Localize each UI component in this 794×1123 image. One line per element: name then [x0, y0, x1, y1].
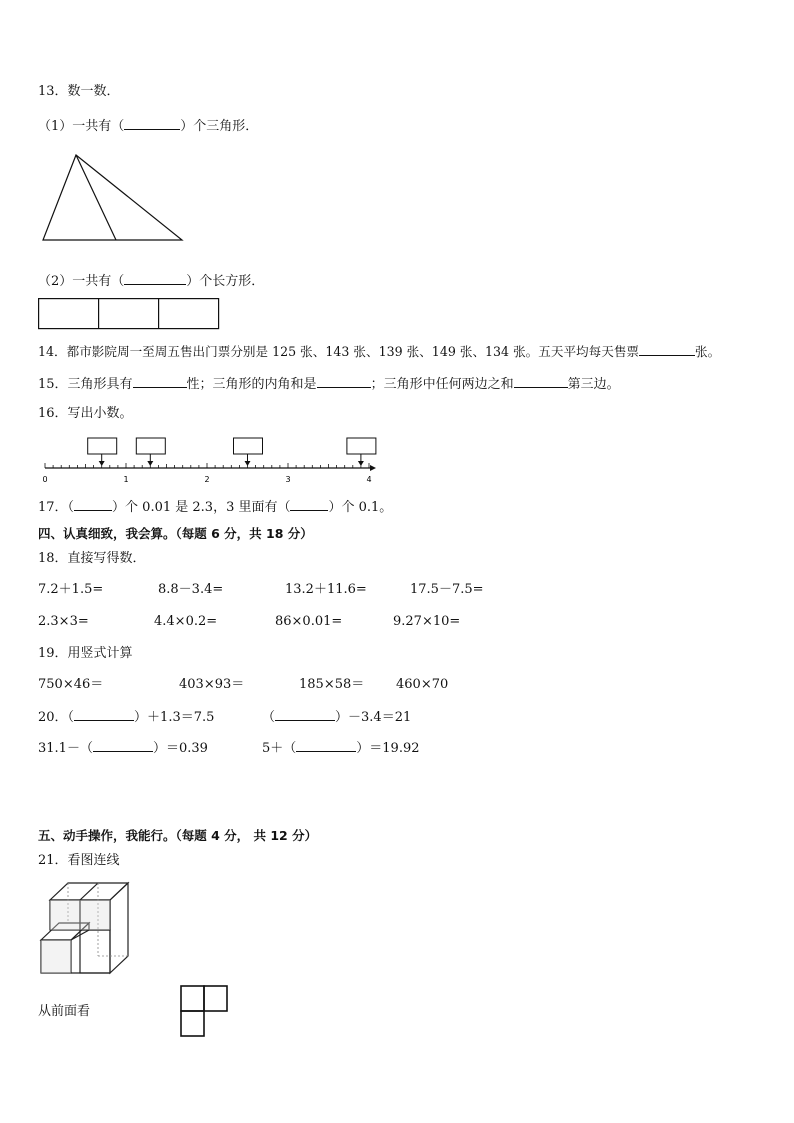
- answer-blank[interactable]: [275, 708, 335, 721]
- q18-item: 4.4×0.2=: [154, 614, 218, 629]
- q19-item: 460×70: [396, 677, 449, 692]
- answer-blank[interactable]: [124, 272, 186, 285]
- q18-item: 86×0.01=: [275, 614, 343, 629]
- section-5-heading: 五、动手操作，我能行。（每题 4 分， 共 12 分）: [38, 828, 318, 843]
- q15: 15．三角形具有 性；三角形的内角和是 ；三角形中任何两边之和 第三边。: [38, 377, 620, 392]
- front-view-label: 从前面看: [38, 1004, 91, 1019]
- answer-blank[interactable]: [317, 375, 371, 388]
- q20-item-c: 31.1－（ ）＝0.39: [38, 741, 208, 756]
- q19-item: 403×93＝: [179, 677, 245, 692]
- number-line-answer-box[interactable]: [88, 438, 117, 466]
- q18-item: 17.5－7.5=: [410, 582, 484, 597]
- answer-blank[interactable]: [74, 708, 134, 721]
- q18-item: 8.8－3.4=: [158, 582, 224, 597]
- number-line-label: 3: [285, 475, 291, 484]
- number-line-answer-box[interactable]: [347, 438, 376, 466]
- number-line-label: 2: [204, 475, 210, 484]
- q14: 14．都市影院周一至周五售出门票分别是 125 张、143 张、139 张、149 张、134 张。五天平均每天售票 张。: [38, 344, 721, 359]
- q13-title: 13．数一数．: [38, 84, 120, 99]
- q13-part1: （1）一共有（ ）个三角形．: [38, 119, 259, 134]
- q19-item: 750×46＝: [38, 677, 104, 692]
- answer-blank[interactable]: [124, 117, 180, 130]
- q16-title: 16．写出小数。: [38, 406, 133, 421]
- triangle-figure: [42, 154, 184, 242]
- q18-item: 9.27×10=: [393, 614, 461, 629]
- number-line-label: 4: [366, 475, 372, 484]
- answer-blank[interactable]: [74, 498, 112, 511]
- number-line-answer-box[interactable]: [136, 438, 165, 466]
- answer-blank[interactable]: [639, 343, 695, 356]
- q13-part2: （2）一共有（ ）个长方形．: [38, 274, 265, 289]
- front-view-figure: [180, 985, 230, 1037]
- section-4-heading: 四、认真细致，我会算。（每题 6 分，共 18 分）: [38, 526, 313, 541]
- q20-item-a: 20．（ ）＋1.3＝7.5: [38, 710, 215, 725]
- answer-blank[interactable]: [296, 739, 356, 752]
- answer-blank[interactable]: [133, 375, 187, 388]
- number-line-label: 0: [42, 475, 48, 484]
- cube-stack-figure: [40, 880, 132, 976]
- q18-item: 13.2＋11.6=: [285, 582, 367, 597]
- number-line: [40, 436, 380, 486]
- answer-blank[interactable]: [290, 498, 328, 511]
- q17: 17．（ ）个 0.01 是 2.3，3 里面有（ ）个 0.1。: [38, 500, 393, 515]
- q19-title: 19．用竖式计算: [38, 646, 133, 661]
- answer-blank[interactable]: [514, 375, 568, 388]
- q21-title: 21．看图连线: [38, 853, 120, 868]
- rectangle-figure: [38, 298, 220, 330]
- q19-item: 185×58＝: [299, 677, 365, 692]
- q20-item-d: 5＋（ ）＝19.92: [262, 741, 420, 756]
- q18-item: 2.3×3=: [38, 614, 89, 629]
- q18-title: 18．直接写得数．: [38, 551, 146, 566]
- answer-blank[interactable]: [93, 739, 153, 752]
- q18-item: 7.2＋1.5=: [38, 582, 104, 597]
- number-line-label: 1: [123, 475, 129, 484]
- q20-item-b: （ ）－3.4＝21: [262, 710, 412, 725]
- number-line-answer-box[interactable]: [234, 438, 263, 466]
